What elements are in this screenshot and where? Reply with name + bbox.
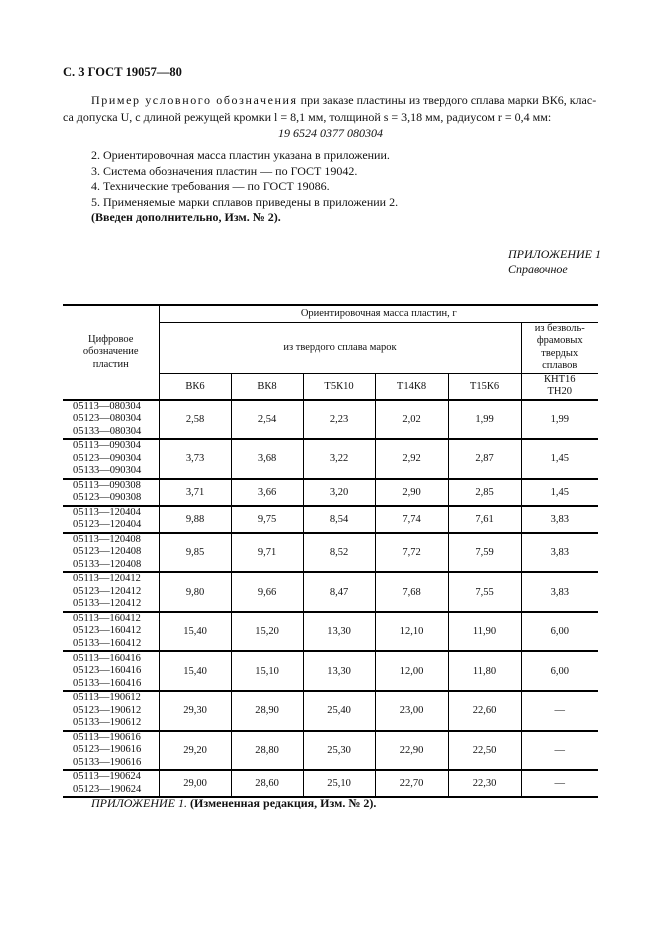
designation-cell — [63, 612, 159, 652]
mass-value-cell: 15,20 — [231, 612, 303, 652]
mass-value-cell: 22,30 — [448, 770, 521, 797]
designation-code: 05133—120412 — [73, 598, 142, 610]
designation-code: 19 6524 0377 080304 — [278, 126, 383, 140]
designation-code: 05133—160416 — [73, 677, 142, 689]
mass-value-cell: 25,30 — [303, 731, 375, 771]
mass-value-cell: 7,74 — [375, 506, 448, 533]
mass-value-cell: 9,85 — [159, 533, 231, 573]
designation-code: 05113—090308 — [73, 479, 141, 491]
grade-header: КНТ16 ТН20 — [521, 373, 598, 400]
mass-value-cell: 12,10 — [375, 612, 448, 652]
mass-value-cell: 29,20 — [159, 731, 231, 771]
mass-table — [63, 304, 598, 798]
mass-value-cell: 11,80 — [448, 651, 521, 691]
mass-value-cell: 8,47 — [303, 572, 375, 612]
designation-cell — [63, 506, 159, 533]
mass-value-cell: 13,30 — [303, 612, 375, 652]
designation-code: 05133—080304 — [73, 425, 142, 437]
grade-header: ВК6 — [159, 373, 231, 400]
example-line-2: са допуска U, с длиной режущей кромки l = 8,1 мм, толщиной s = 3,18 мм, радиусом r = 0,4 мм: — [63, 110, 552, 124]
grade-header: Т15К6 — [448, 373, 521, 400]
table-row — [63, 770, 598, 797]
designation-code: 05113—090304 — [73, 440, 141, 452]
mass-value-cell: 7,61 — [448, 506, 521, 533]
mass-value-cell: 8,54 — [303, 506, 375, 533]
page-header: С. 3 ГОСТ 19057—80 — [63, 65, 182, 79]
designation-code: 05113—120404 — [73, 506, 141, 518]
note-item: 2. Ориентировочная масса пластин указана в приложении. — [91, 148, 390, 162]
appendix-heading — [508, 247, 601, 277]
designation-cell — [63, 400, 159, 440]
mass-value-cell: 28,80 — [231, 731, 303, 771]
mass-value-cell: 8,52 — [303, 533, 375, 573]
designation-code: 05133—160412 — [73, 637, 142, 649]
mass-value-cell: 15,40 — [159, 651, 231, 691]
designation-code: 05113—190624 — [73, 771, 141, 783]
note-item: 4. Технические требования — по ГОСТ 19086. — [91, 179, 330, 193]
mass-value-cell: 2,87 — [448, 439, 521, 479]
mass-value-cell: 2,85 — [448, 479, 521, 506]
mass-value-cell: 9,66 — [231, 572, 303, 612]
table-row — [63, 612, 598, 652]
tungsten-free-header: из безволь-фрамовых твердых сплавов — [521, 322, 598, 373]
mass-value-cell: 2,54 — [231, 400, 303, 440]
mass-value-cell: 6,00 — [521, 612, 598, 652]
mass-value-cell: 9,75 — [231, 506, 303, 533]
table-row — [63, 731, 598, 771]
mass-value-cell: 22,70 — [375, 770, 448, 797]
designation-code: 05113—160412 — [73, 612, 141, 624]
designation-code: 05113—120408 — [73, 533, 141, 545]
mass-value-cell: 11,90 — [448, 612, 521, 652]
table-row — [63, 479, 598, 506]
note-item: 3. Система обозначения пластин — по ГОСТ 19042. — [91, 163, 358, 178]
table-row — [63, 651, 598, 691]
mass-value-cell: 3,68 — [231, 439, 303, 479]
mass-value-cell: 12,00 — [375, 651, 448, 691]
mass-value-cell: 6,00 — [521, 651, 598, 691]
designation-code: 05123—190612 — [73, 704, 142, 716]
designation-code: 05123—160412 — [73, 625, 142, 637]
mass-value-cell: — — [521, 691, 598, 731]
mass-value-cell: 1,99 — [448, 400, 521, 440]
mass-value-cell: 3,71 — [159, 479, 231, 506]
designation-column-header: Цифровое обозначение пластин — [63, 305, 159, 400]
designation-cell — [63, 439, 159, 479]
mass-value-cell: 28,60 — [231, 770, 303, 797]
designation-code: 05123—190616 — [73, 744, 142, 756]
example-line-1-rest: при заказе пластины из твердого сплава марки ВК6, клас- — [297, 93, 597, 107]
mass-value-cell: 3,66 — [231, 479, 303, 506]
designation-cell — [63, 479, 159, 506]
mass-value-cell: 3,20 — [303, 479, 375, 506]
mass-value-cell: 9,80 — [159, 572, 231, 612]
designation-code: 05123—120404 — [73, 519, 142, 531]
designation-code: 05113—160416 — [73, 652, 141, 664]
grade-header: ВК8 — [231, 373, 303, 400]
table-row — [63, 533, 598, 573]
footnote-amendment: (Измененная редакция, Изм. № 2). — [189, 796, 377, 810]
designation-code: 05123—080304 — [73, 413, 142, 425]
example-line-1 — [63, 92, 598, 109]
notes-list — [91, 148, 398, 226]
designation-code: 05113—190612 — [73, 692, 141, 704]
designation-code: 05133—120408 — [73, 558, 142, 570]
mass-value-cell: 3,83 — [521, 533, 598, 573]
appendix-subtitle: Справочное — [508, 262, 568, 276]
footnote-appendix-ref: ПРИЛОЖЕНИЕ 1. — [91, 796, 187, 810]
designation-code: 05113—190616 — [73, 731, 141, 743]
mass-value-cell: 15,40 — [159, 612, 231, 652]
designation-code: 05133—190612 — [73, 717, 142, 729]
designation-code: 05123—120412 — [73, 585, 142, 597]
designation-example — [63, 92, 598, 126]
designation-code: 05123—190624 — [73, 783, 142, 795]
mass-value-cell: 3,83 — [521, 572, 598, 612]
mass-value-cell: 2,58 — [159, 400, 231, 440]
designation-code: 05133—090304 — [73, 465, 142, 477]
table-row — [63, 506, 598, 533]
mass-value-cell: 29,30 — [159, 691, 231, 731]
designation-code: 05123—160416 — [73, 665, 142, 677]
mass-value-cell: 9,71 — [231, 533, 303, 573]
mass-value-cell: 3,83 — [521, 506, 598, 533]
mass-value-cell: 2,02 — [375, 400, 448, 440]
designation-code: 05133—190616 — [73, 756, 142, 768]
grade-header: Т14К8 — [375, 373, 448, 400]
designation-cell — [63, 651, 159, 691]
hard-alloy-header: из твердого сплава марок — [159, 322, 521, 373]
mass-value-cell: 2,90 — [375, 479, 448, 506]
mass-value-cell: — — [521, 770, 598, 797]
designation-cell — [63, 770, 159, 797]
table-row — [63, 439, 598, 479]
designation-code: 05113—080304 — [73, 400, 141, 412]
mass-value-cell: 1,45 — [521, 439, 598, 479]
designation-code: 05123—090308 — [73, 492, 142, 504]
mass-value-cell: — — [521, 731, 598, 771]
designation-code: 05123—120408 — [73, 546, 142, 558]
appendix-title: ПРИЛОЖЕНИЕ 1 — [508, 247, 601, 261]
mass-value-cell: 3,22 — [303, 439, 375, 479]
example-label: Пример условного обозначения — [91, 93, 298, 107]
mass-value-cell: 7,72 — [375, 533, 448, 573]
mass-value-cell: 1,99 — [521, 400, 598, 440]
table-row — [63, 572, 598, 612]
mass-value-cell: 2,92 — [375, 439, 448, 479]
mass-value-cell: 25,40 — [303, 691, 375, 731]
mass-value-cell: 22,60 — [448, 691, 521, 731]
mass-value-cell: 7,59 — [448, 533, 521, 573]
amendment-note: (Введен дополнительно, Изм. № 2). — [91, 210, 281, 224]
mass-value-cell: 22,50 — [448, 731, 521, 771]
mass-column-header: Ориентировочная масса пластин, г — [159, 305, 598, 322]
mass-value-cell: 3,73 — [159, 439, 231, 479]
designation-cell — [63, 691, 159, 731]
mass-value-cell: 13,30 — [303, 651, 375, 691]
mass-value-cell: 15,10 — [231, 651, 303, 691]
designation-code: 05113—120412 — [73, 573, 141, 585]
mass-value-cell: 25,10 — [303, 770, 375, 797]
mass-value-cell: 22,90 — [375, 731, 448, 771]
grade-header: Т5К10 — [303, 373, 375, 400]
mass-value-cell: 7,55 — [448, 572, 521, 612]
designation-cell — [63, 572, 159, 612]
table-row — [63, 400, 598, 440]
mass-value-cell: 28,90 — [231, 691, 303, 731]
mass-value-cell: 1,45 — [521, 479, 598, 506]
note-item: 5. Применяемые марки сплавов приведены в приложении 2. — [91, 194, 399, 209]
footnote — [91, 796, 376, 811]
mass-value-cell: 23,00 — [375, 691, 448, 731]
mass-value-cell: 29,00 — [159, 770, 231, 797]
mass-value-cell: 2,23 — [303, 400, 375, 440]
mass-value-cell: 9,88 — [159, 506, 231, 533]
designation-code: 05123—090304 — [73, 452, 142, 464]
designation-cell — [63, 731, 159, 771]
mass-value-cell: 7,68 — [375, 572, 448, 612]
table-row — [63, 691, 598, 731]
designation-cell — [63, 533, 159, 573]
